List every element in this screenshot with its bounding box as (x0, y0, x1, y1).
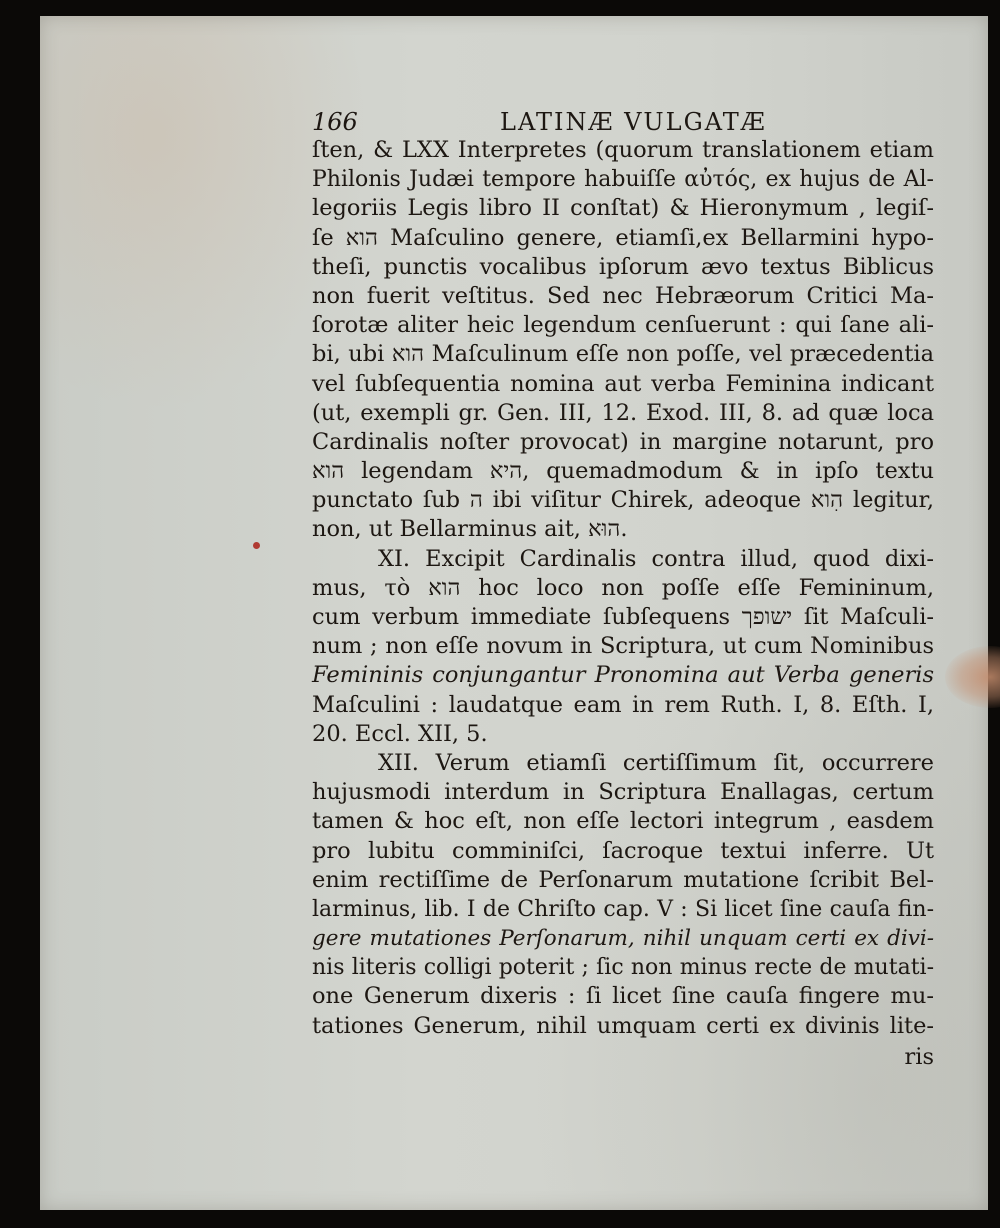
paragraph-11-line: Femininis conjungantur Pronomina aut Verba generis (312, 662, 934, 689)
paragraph-12-line: enim rectiſſime de Perſonarum mutatione ſcribit Bel- (312, 866, 934, 893)
paragraph-12-line: hujusmodi interdum in Scriptura Enallagas, certum (312, 779, 934, 806)
paragraph-11-line: 20. Eccl. XII, 5. (312, 720, 488, 747)
paragraph-11-line: XI. Excipit Cardinalis contra illud, quod dixi- (378, 545, 934, 572)
text-line: Cardinalis noſter provocat) in margine notarunt, pro (312, 428, 934, 455)
paragraph-12-line: larminus, lib. I de Chriſto cap. V : Si licet ſine cauſa fin- (312, 896, 934, 922)
catchword: ris (904, 1043, 934, 1070)
text-block (312, 136, 934, 1072)
text-line: bi, ubi הוא Maſculinum eſſe non poſſe, vel præcedentia (312, 341, 934, 368)
paragraph-11-line: num ; non eſſe novum in Scriptura, ut cum Nominibus (312, 633, 934, 660)
paragraph-12-line: gere mutationes Perſonarum, nihil unquam certi ex divi- (312, 926, 934, 952)
text-line: Philonis Judæi tempore habuiſſe αὐτός, ex hujus de Al- (312, 167, 934, 193)
text-line: ſorotæ aliter heic legendum cenſuerunt : qui ſane ali- (312, 312, 934, 339)
text-line: הוא legendam היא, quemadmodum & in ipſo textu (312, 458, 934, 485)
text-line: punctato ſub ה ibi viſitur Chirek, adeoque הִוא legitur, (312, 487, 934, 514)
paragraph-11-line: mus, τὸ הוא hoc loco non poſſe eſſe Femininum, (312, 574, 935, 601)
text-line: legoriis Legis libro II conſtat) & Hieronymum , legiſ- (312, 195, 934, 222)
paragraph-12-line: pro lubitu comminiſci, ſacroque textui inferre. Ut (312, 837, 934, 864)
paragraph-11-line: Maſculini : laudatque eam in rem Ruth. I, 8. Eſth. I, (312, 691, 934, 718)
running-title: LATINÆ VULGATÆ (500, 108, 767, 136)
text-line: (ut, exempli gr. Gen. III, 12. Exod. III, 8. ad quæ loca (312, 399, 934, 426)
text-line: ſten, & LXX Interpretes (quorum translationem etiam (312, 137, 934, 163)
paragraph-12-line: XII. Verum etiamſi certiſſimum ſit, occurrere (378, 749, 934, 776)
text-line: ſe הוא Maſculino genere, etiamſi,ex Bellarmini hypo- (312, 224, 934, 251)
paragraph-11-line: cum verbum immediate ſubſequens ישופך ſit Maſculi- (312, 604, 934, 630)
text-line: theſi, punctis vocalibus ipſorum ævo textus Biblicus (312, 253, 934, 280)
water-stain (945, 646, 1000, 708)
ink-spot (253, 542, 260, 549)
paragraph-12-line: tamen & hoc eſt, non eſſe lectori integrum , easdem (312, 808, 934, 835)
text-line: non, ut Bellarminus ait, הוּא. (312, 516, 628, 543)
paragraph-12-line: tationes Generum, nihil umquam certi ex divinis lite- (312, 1012, 934, 1039)
paragraph-12-line: one Generum dixeris : ſi licet ſine cauſa fingere mu- (312, 983, 934, 1010)
page-number: 166 (312, 108, 358, 136)
text-line: non fuerit veſtitus. Sed nec Hebræorum Critici Ma- (312, 282, 934, 309)
paragraph-12-line: nis literis colligi poterit ; ſic non minus recte de mutati- (312, 955, 934, 981)
text-line: vel ſubſequentia nomina aut verba Feminina indicant (312, 370, 934, 397)
